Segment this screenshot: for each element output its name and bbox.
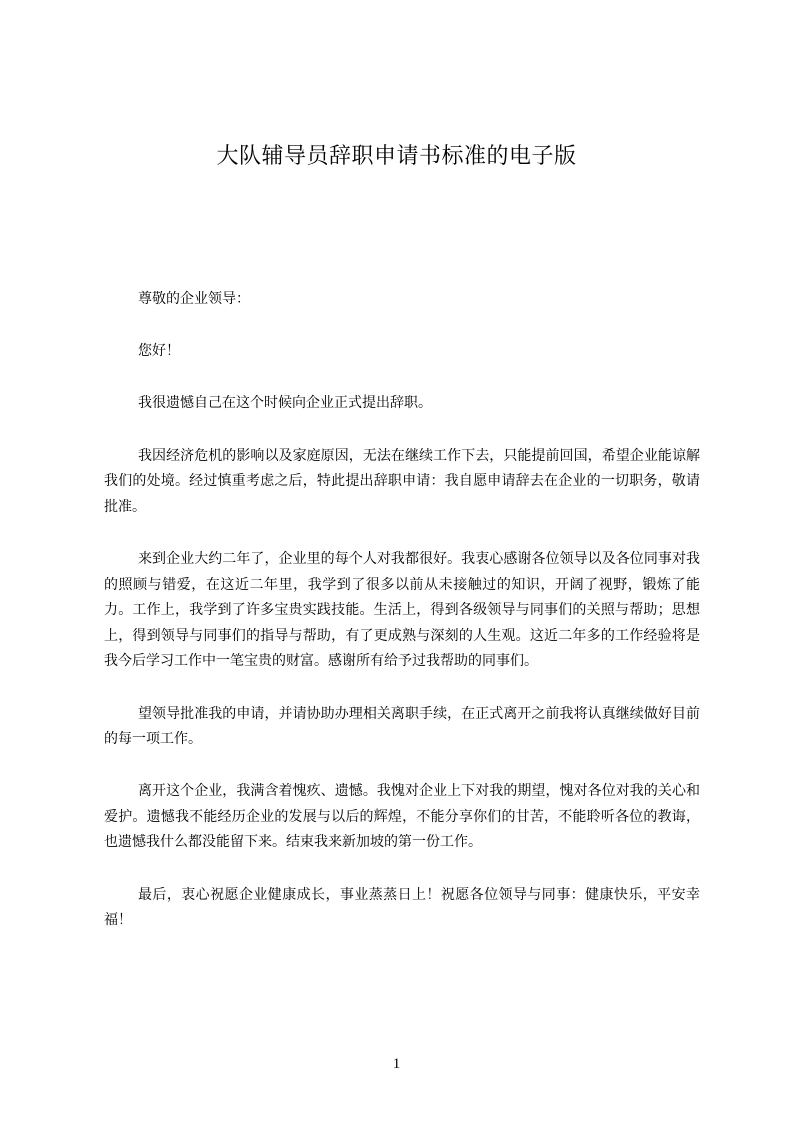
closing-paragraph: 最后，衷心祝愿企业健康成长，事业蒸蒸日上！祝愿各位领导与同事：健康快乐，平安幸福！	[104, 886, 700, 929]
salutation: 尊敬的企业领导：	[138, 291, 250, 307]
greeting: 您好！	[138, 343, 180, 360]
body-paragraph: 我很遗憾自己在这个时候向企业正式提出辞职。	[138, 395, 432, 412]
body-paragraph: 离开这个企业，我满含着愧疚、遗憾。我愧对企业上下对我的期望，愧对各位对我的关心和爱护。遗憾我不能经历企业的发展与以后的辉煌，不能分享你们的甘苦，不能聆听各位的教诲，也遗憾我什么都没能留下来。结束我来新加坡的第一份工作。	[104, 783, 700, 851]
document-title: 大队辅导员辞职申请书标准的电子版	[216, 144, 577, 169]
page-number: 1	[392, 1056, 401, 1072]
letter-body	[104, 287, 700, 934]
body-paragraph: 望领导批准我的申请，并请协助办理相关离职手续，在正式离开之前我将认真继续做好目前的每一项工作。	[104, 705, 700, 748]
body-paragraph: 我因经济危机的影响以及家庭原因，无法在继续工作下去，只能提前回国，希望企业能谅解我们的处境。经过慎重考虑之后，特此提出辞职申请：我自愿申请辞去在企业的一切职务，敬请批准。	[104, 447, 700, 515]
body-paragraph: 来到企业大约二年了，企业里的每个人对我都很好。我衷心感谢各位领导以及各位同事对我的照顾与错爱，在这近二年里，我学到了很多以前从未接触过的知识，开阔了视野，锻炼了能力。工作上，我学到了许多宝贵实践技能。生活上，得到各级领导与同事们的关照与帮助；思想上，得到领导与同事们的指导与帮助，有了更成熟与深刻的人生观。这近二年多的工作经验将是我今后学习工作中一笔宝贵的财富。感谢所有给予过我帮助的同事们。	[104, 550, 700, 670]
